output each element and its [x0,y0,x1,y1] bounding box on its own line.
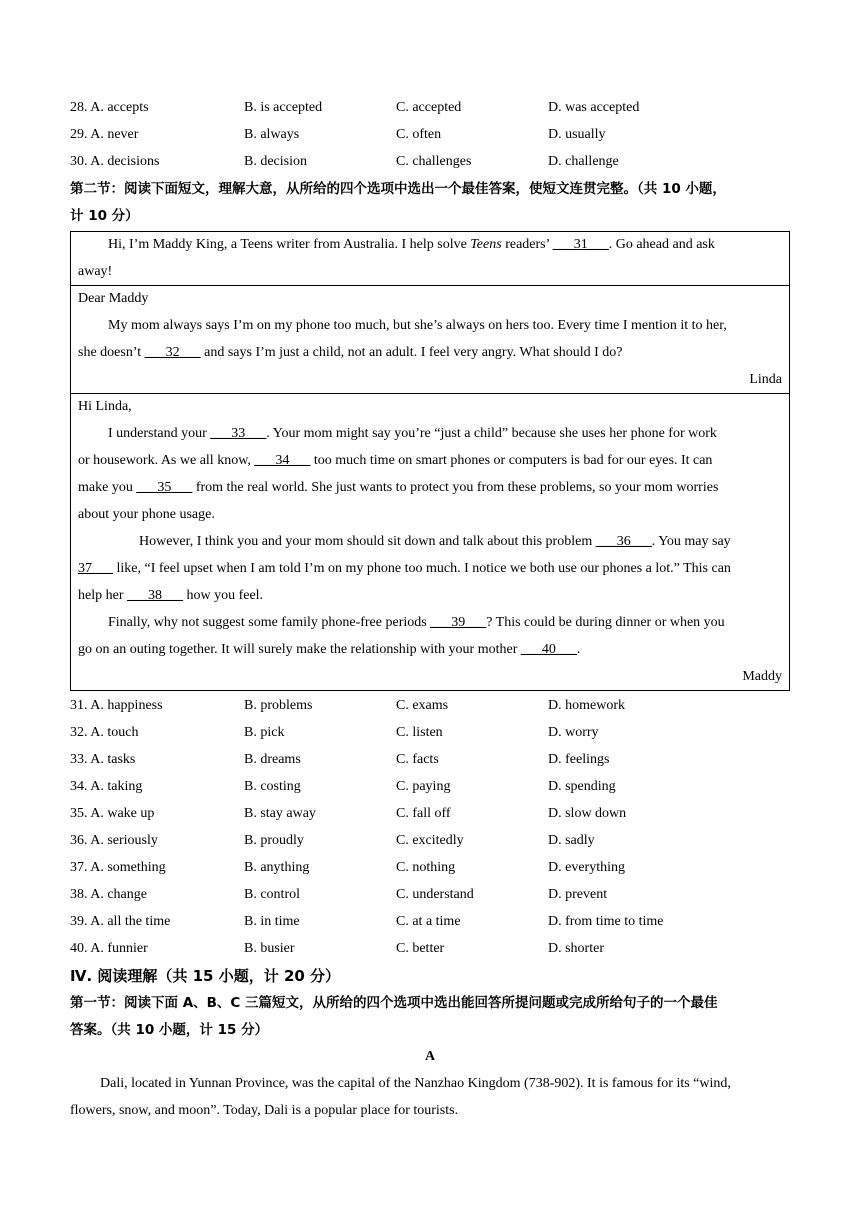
blank-31: ___31___ [552,237,609,252]
option-d: D. sadly [548,833,595,848]
option-d: D. homework [548,698,625,713]
option-d: D. from time to time [548,914,664,929]
reply-text: Finally, why not suggest some family phone-free periods [108,615,431,630]
option-a: 39. A. all the time [70,914,171,929]
passage-box [70,231,790,691]
option-c: C. challenges [396,154,472,169]
reply-line-1 [78,424,782,444]
option-c: C. understand [396,887,474,902]
option-c: C. nothing [396,860,456,875]
intro-text: readers’ [501,237,553,252]
blank-37: 37___ [78,561,113,576]
blank-35: ___35___ [136,480,193,495]
option-b: B. problems [244,698,313,713]
option-c: C. excitedly [396,833,464,848]
option-b: B. proudly [244,833,304,848]
option-a: 31. A. happiness [70,698,163,713]
intro-text: . Go ahead and ask [608,237,715,252]
option-d: D. shorter [548,941,604,956]
option-a: 35. A. wake up [70,806,155,821]
option-b: B. control [244,887,300,902]
reply-line-9 [78,640,782,660]
blank-34: ___34___ [254,453,311,468]
option-b: B. is accepted [244,100,323,115]
option-b: B. pick [244,725,285,740]
passage-letter-a: A [424,1049,436,1064]
reply-text: . You may say [651,534,731,549]
option-a: 33. A. tasks [70,752,136,767]
reply-text: from the real world. She just wants to protect you from these problems, so your mom worries [192,480,719,495]
option-b: B. in time [244,914,300,929]
option-c: C. exams [396,698,449,713]
part4-heading: Ⅳ. 阅读理解（共 15 小题，计 20 分） [70,967,341,985]
divider [71,393,789,394]
letter-line-1: My mom always says I’m on my phone too much, but she’s always on hers too. Every time I mention it to her, [108,318,727,333]
option-d: D. was accepted [548,100,640,115]
reply-text: how you feel. [182,588,264,603]
letter-signature: Linda [749,372,782,387]
option-row-32 [70,723,790,743]
option-c: C. fall off [396,806,451,821]
reply-text: However, I think you and your mom should sit down and talk about this problem [139,534,596,549]
option-c: C. better [396,941,445,956]
option-d: D. usually [548,127,606,142]
option-c: C. often [396,127,442,142]
option-b: B. always [244,127,300,142]
option-row-35 [70,804,790,824]
reply-line-6 [78,559,782,579]
reply-text: . Your mom might say you’re “just a child” because she uses her phone for work [266,426,717,441]
option-c: C. paying [396,779,451,794]
reply-text: ? This could be during dinner or when you [486,615,725,630]
option-c: C. accepted [396,100,462,115]
part4-instructions-line2: 答案。（共 10 小题，计 15 分） [70,1022,269,1038]
reply-line-4: about your phone usage. [78,507,215,522]
option-c: C. facts [396,752,439,767]
reply-line-7 [78,586,782,606]
option-row-37 [70,858,790,878]
reply-text: too much time on smart phones or computers is bad for our eyes. It can [310,453,713,468]
letter-text: and says I’m just a child, not an adult. I feel very angry. What should I do? [200,345,623,360]
option-a: 28. A. accepts [70,100,149,115]
option-a: 32. A. touch [70,725,139,740]
option-row-28 [70,98,790,118]
blank-40: ___40___ [520,642,577,657]
letter-greeting: Dear Maddy [78,291,149,306]
reply-text: . [576,642,581,657]
letter-text: she doesn’t [78,345,145,360]
section2-instructions-line2: 计 10 分） [70,208,139,224]
divider [71,285,789,286]
letter-line-2 [78,343,782,363]
option-d: D. challenge [548,154,619,169]
option-row-38 [70,885,790,905]
passage-a-line-2: flowers, snow, and moon”. Today, Dali is a popular place for tourists. [70,1103,459,1118]
blank-33: ___33___ [210,426,267,441]
option-a: 30. A. decisions [70,154,160,169]
blank-36: ___36___ [595,534,652,549]
reply-line-8 [78,613,782,633]
option-b: B. anything [244,860,310,875]
option-row-34 [70,777,790,797]
reply-line-3 [78,478,782,498]
option-a: 34. A. taking [70,779,143,794]
option-row-39 [70,912,790,932]
blank-39: ___39___ [430,615,487,630]
reply-greeting: Hi Linda, [78,399,132,414]
option-c: C. listen [396,725,443,740]
reply-text: make you [78,480,137,495]
option-row-29 [70,125,790,145]
reply-text: go on an outing together. It will surely make the relationship with your mother [78,642,521,657]
option-row-36 [70,831,790,851]
option-d: D. feelings [548,752,610,767]
option-d: D. prevent [548,887,608,902]
option-b: B. costing [244,779,301,794]
blank-38: ___38___ [126,588,183,603]
reply-text: help her [78,588,127,603]
option-b: B. dreams [244,752,301,767]
option-row-33 [70,750,790,770]
intro-line-2: away! [78,264,113,279]
option-row-40 [70,939,790,959]
option-a: 36. A. seriously [70,833,158,848]
option-c: C. at a time [396,914,461,929]
reply-text: like, “I feel upset when I am told I’m on my phone too much. I notice we both use our phones a lot.” This can [113,561,731,576]
option-b: B. stay away [244,806,316,821]
option-d: D. spending [548,779,616,794]
option-a: 40. A. funnier [70,941,148,956]
section2-instructions-line1: 第二节：阅读下面短文，理解大意，从所给的四个选项中选出一个最佳答案，使短文连贯完整。（共 10 小题， [70,181,726,197]
option-row-30 [70,152,790,172]
option-b: B. decision [244,154,307,169]
option-a: 29. A. never [70,127,139,142]
teens-italic: Teens [470,237,502,252]
option-d: D. slow down [548,806,627,821]
option-d: D. worry [548,725,599,740]
intro-text: Hi, I’m Maddy King, a Teens writer from Australia. I help solve [108,237,471,252]
reply-line-2 [78,451,782,471]
reply-text: or housework. As we all know, [78,453,255,468]
option-d: D. everything [548,860,625,875]
blank-32: ___32___ [144,345,201,360]
option-b: B. busier [244,941,295,956]
intro-line-1 [78,235,782,255]
reply-line-5 [78,532,782,552]
option-a: 38. A. change [70,887,147,902]
part4-instructions-line1: 第一节：阅读下面 A、B、C 三篇短文，从所给的四个选项中选出能回答所提问题或完成所给句子的一个最佳 [70,995,718,1011]
reply-text: I understand your [108,426,211,441]
option-a: 37. A. something [70,860,166,875]
reply-signature: Maddy [742,669,782,684]
option-row-31 [70,696,790,716]
passage-a-line-1: Dali, located in Yunnan Province, was the capital of the Nanzhao Kingdom (738-902). It is famous for its “wind, [100,1076,731,1091]
